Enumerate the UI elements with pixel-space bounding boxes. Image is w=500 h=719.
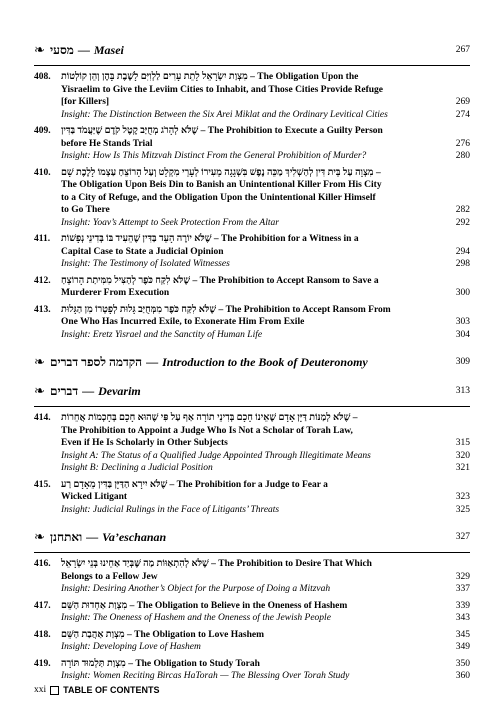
section-page-number: 313 [455, 386, 470, 396]
toc-entry[interactable] [34, 304, 470, 342]
insight-line [61, 670, 470, 683]
entry-text: The Obligation Upon Beis Din to Banish an Unintentional Killer From His City [61, 180, 382, 190]
entry-number: 413. [34, 304, 51, 315]
scroll-ornament-icon: ❧ [34, 383, 45, 398]
toc-entry[interactable] [34, 233, 470, 271]
entry-list-vaeschanan [34, 558, 470, 683]
mitzvah-title-line [61, 629, 470, 642]
entry-text: מִצְוַת תַּלְמוּד תּוֹרָה – The Obligation to Study Torah [61, 658, 260, 669]
entry-page-number: 292 [455, 217, 470, 228]
entry-text: מִצְוַת אַחְדוּת הַשֵּׁם – The Obligation to Believe in the Oneness of Hashem [61, 600, 348, 611]
page-footer [34, 685, 159, 695]
entry-text: שֶׁלֹּא לְהָרֹג מְחֻיַּב קֶטֶל קֹדֶם שֶׁיַּעֲמֹד בַּדִּין – The Prohibition to Execute a Guilty Person [61, 126, 383, 136]
insight-line [61, 329, 470, 342]
scroll-ornament-icon: ❧ [34, 529, 45, 544]
toc-entry[interactable] [34, 167, 470, 230]
entry-text: מִצְוַת אַהֲבַת הַשֵּׁם – The Obligation to Love Hashem [61, 629, 264, 640]
section-title-hebrew: הקדמה לספר דברים [50, 354, 143, 369]
entry-text: Insight B: Declining a Judicial Position [61, 463, 213, 473]
entry-text: שֶׁלֹּא לְהִתְאַוּוֹת מַה שֶּׁבְּיַד אַחֵינוּ בְּנֵי יִשְׂרָאֵל – The Prohibition to Desire That Which [61, 559, 372, 569]
entry-text: Capital Case to State a Judicial Opinion [61, 246, 224, 257]
entry-text: שֶׁלֹּא לְמַנּוֹת דַּיָּן אָדָם שֶׁאֵינוֹ חָכָם בְּדִינֵי תוֹרָה אַף עַל פִּי שֶׁהוּא חָכָם בְּחָכְמוֹת אֲחֵרוֹת – [61, 413, 358, 423]
entry-page-number: 300 [455, 288, 470, 298]
entry-text: מִצְוַת יִשְׂרָאֵל לָתֵת עָרִים לַלְוִיִּם לָשֶׁבֶת בָּהֶן וְהֵן קוֹלְטוֹת – The Obligation Upon the [61, 72, 359, 82]
section-title-hebrew: ואתחנן [50, 529, 83, 544]
entry-page-number: 339 [455, 600, 470, 611]
mitzvah-title-line [61, 437, 470, 450]
section-page-number: 267 [455, 45, 470, 55]
insight-line [61, 462, 470, 475]
entry-page-number: 321 [455, 463, 470, 473]
mitzvah-title-line [61, 412, 432, 425]
insight-line [61, 450, 470, 463]
entry-page-number: 274 [455, 109, 470, 120]
entry-text: Insight: The Distinction Between the Six Arei Miklat and the Ordinary Levitical Cities [61, 109, 388, 120]
scroll-ornament-icon: ❧ [34, 42, 45, 57]
scroll-ornament-icon: ❧ [34, 354, 45, 369]
mitzvah-title-line [61, 571, 470, 584]
entry-page-number: 343 [455, 613, 470, 623]
entry-number: 414. [34, 413, 51, 423]
insight-line [61, 258, 470, 271]
mitzvah-title-line [61, 179, 432, 192]
entry-text: מִצְוָה עַל בֵּית דִּין לְהַשְׁלִיךְ מַכֵּה נֶפֶשׁ בִּשְׁגָגָה מֵעִירוֹ לְעָרֵי מִקְלָט וְעַל הָרוֹצֵחַ עַצְמוֹ לָלֶכֶת שָׁם – [61, 167, 381, 178]
entry-number: 408. [34, 72, 51, 82]
section-page-number: 309 [455, 357, 470, 367]
entry-page-number: 280 [455, 151, 470, 161]
mitzvah-title-line [61, 167, 432, 180]
toc-entry[interactable] [34, 412, 470, 475]
entry-page-number: 325 [455, 504, 470, 515]
entry-list-masei [34, 71, 470, 341]
entry-text: to Go There [61, 205, 110, 215]
toc-entry[interactable] [34, 558, 470, 596]
entry-text: to a City of Refuge, and the Obligation Upon the Unintentional Killer Himself [61, 192, 376, 203]
section-title-hebrew: מסעי [50, 42, 74, 57]
mitzvah-title-line [61, 491, 470, 504]
toc-page [34, 42, 470, 683]
footer-title: TABLE OF CONTENTS [63, 685, 160, 695]
toc-entry[interactable] [34, 629, 470, 654]
entry-text: Belongs to a Fellow Jew [61, 571, 158, 582]
entry-text: Insight: The Testimony of Isolated Witnesses [61, 259, 230, 269]
entry-text: Insight A: The Status of a Qualified Judge Appointed Through Illegitimate Means [61, 450, 371, 461]
mitzvah-title-line [61, 125, 432, 138]
footer-page-number: xxi [34, 685, 47, 695]
toc-entry[interactable] [34, 658, 470, 683]
entry-page-number: 345 [455, 629, 470, 640]
entry-text: שֶׁלֹּא לִקַּח כֹּפֶר לְהַצִּיל מִמִּיתַת הָרוֹצֵחַ – The Prohibition to Accept Ransom to Save a [61, 275, 379, 286]
entry-text: Insight: Eretz Yisrael and the Sanctity of Human Life [61, 329, 263, 340]
entry-page-number: 323 [455, 492, 470, 502]
entry-text: Even if He Is Scholarly in Other Subjects [61, 438, 228, 448]
toc-entry[interactable] [34, 125, 470, 163]
entry-text: Yisraelim to Give the Leviim Cities to Inhabit, and Those Cities Provide Refuge [61, 84, 384, 95]
entry-number: 417. [34, 600, 51, 611]
mitzvah-title-line [61, 275, 432, 288]
mitzvah-title-line [61, 600, 470, 613]
insight-line [61, 150, 470, 163]
toc-entry[interactable] [34, 479, 470, 517]
entry-text: Murderer From Execution [61, 288, 170, 298]
entry-text: [for Killers] [61, 97, 110, 107]
entry-text: Insight: Desiring Another’s Object for the Purpose of Doing a Mitzvah [61, 584, 331, 594]
section-title-english: Devarim [98, 383, 141, 398]
section-divider [34, 65, 470, 66]
toc-entry[interactable] [34, 600, 470, 625]
section-heading-devarim: ❧ דברים — Devarim 313 [34, 383, 470, 398]
entry-number: 411. [34, 234, 51, 244]
entry-page-number: 350 [455, 658, 470, 669]
insight-line [61, 612, 470, 625]
entry-page-number: 360 [455, 671, 470, 681]
entry-page-number: 276 [455, 138, 470, 149]
section-page-number: 327 [455, 532, 470, 542]
entry-text: Wicked Litigant [61, 492, 128, 502]
entry-page-number: 329 [455, 571, 470, 582]
entry-text: שֶׁלֹּא לִקַּח כֹּפֶר מִמְּחֻיַּב גָּלוּת לְפָטְרוֹ מִן הַגָּלוּת – The Prohibition to Accept Ransom From [61, 304, 391, 315]
mitzvah-title-line [61, 658, 470, 671]
section-heading-masei: ❧ מסעי — Masei 267 [34, 42, 470, 57]
mitzvah-title-line [61, 204, 470, 217]
entry-text: One Who Has Incurred Exile, to Exonerate Him From Exile [61, 317, 305, 327]
entry-page-number: 304 [455, 329, 470, 340]
entry-number: 419. [34, 658, 51, 669]
entry-text: שֶׁלֹּא יוֹרֶה הָעֵד בַּדִּין שֶׁהֵעִיד בּוֹ בְּדִינֵי נְפָשׁוֹת – The Prohibition for a Witness in a [61, 234, 359, 244]
mitzvah-title-line [61, 233, 432, 246]
mitzvah-title-line [61, 425, 432, 438]
entry-page-number: 298 [455, 259, 470, 269]
entry-page-number: 337 [455, 584, 470, 594]
entry-page-number: 294 [455, 246, 470, 257]
section-title-english: Introduction to the Book of Deuteronomy [162, 354, 368, 369]
insight-line [61, 109, 470, 122]
entry-number: 409. [34, 126, 51, 136]
entry-page-number: 315 [455, 438, 470, 448]
section-title-english: Masei [93, 42, 124, 57]
mitzvah-title-line [61, 479, 432, 492]
entry-number: 418. [34, 629, 51, 640]
entry-page-number: 269 [455, 97, 470, 107]
entry-text: Insight: How Is This Mitzvah Distinct From the General Prohibition of Murder? [61, 151, 367, 161]
insight-line [61, 641, 470, 654]
mitzvah-title-line [61, 558, 432, 571]
section-title-english: Va’eschanan [102, 529, 167, 544]
entry-text: Insight: Developing Love of Hashem [61, 642, 201, 652]
mitzvah-title-line [61, 96, 470, 109]
entry-number: 410. [34, 167, 51, 178]
mitzvah-title-line [61, 246, 470, 259]
section-divider [34, 406, 470, 407]
entry-page-number: 349 [455, 642, 470, 652]
entry-number: 416. [34, 559, 51, 569]
section-title-hebrew: דברים [50, 383, 79, 398]
entry-text: Insight: Judicial Rulings in the Face of Litigants’ Threats [61, 504, 280, 515]
entry-text: Insight: Yoav’s Attempt to Seek Protection From the Altar [61, 217, 279, 228]
mitzvah-title-line [61, 71, 432, 84]
entry-page-number: 303 [455, 317, 470, 327]
mitzvah-title-line [61, 287, 470, 300]
entry-text: before He Stands Trial [61, 138, 153, 149]
section-divider [34, 552, 470, 553]
toc-entry[interactable] [34, 275, 470, 300]
mitzvah-title-line [61, 192, 432, 205]
entry-list-devarim [34, 412, 470, 516]
section-heading-introduction: ❧ הקדמה לספר דברים — Introduction to the Book of Deuteronomy 309 [34, 354, 470, 369]
mitzvah-title-line [61, 84, 432, 97]
entry-page-number: 320 [455, 450, 470, 461]
mitzvah-title-line [61, 304, 432, 317]
square-bullet-icon [50, 686, 59, 695]
mitzvah-title-line [61, 138, 470, 151]
entry-page-number: 282 [455, 205, 470, 215]
toc-entry[interactable] [34, 71, 470, 121]
entry-number: 415. [34, 479, 51, 490]
insight-line [61, 583, 470, 596]
entry-text: The Prohibition to Appoint a Judge Who Is Not a Scholar of Torah Law, [61, 425, 353, 436]
section-heading-vaeschanan: ❧ ואתחנן — Va’eschanan 327 [34, 529, 470, 544]
entry-text: Insight: Women Reciting Bircas HaTorah — The Blessing Over Torah Study [61, 671, 350, 681]
entry-text: Insight: The Oneness of Hashem and the Oneness of the Jewish People [61, 613, 331, 623]
insight-line [61, 217, 470, 230]
entry-text: שֶׁלֹּא יִירָא הַדַּיָּן בַּדִּין מֵאָדָם רַע – The Prohibition for a Judge to Fear a [61, 479, 328, 490]
mitzvah-title-line [61, 316, 470, 329]
entry-number: 412. [34, 275, 51, 286]
insight-line [61, 504, 470, 517]
